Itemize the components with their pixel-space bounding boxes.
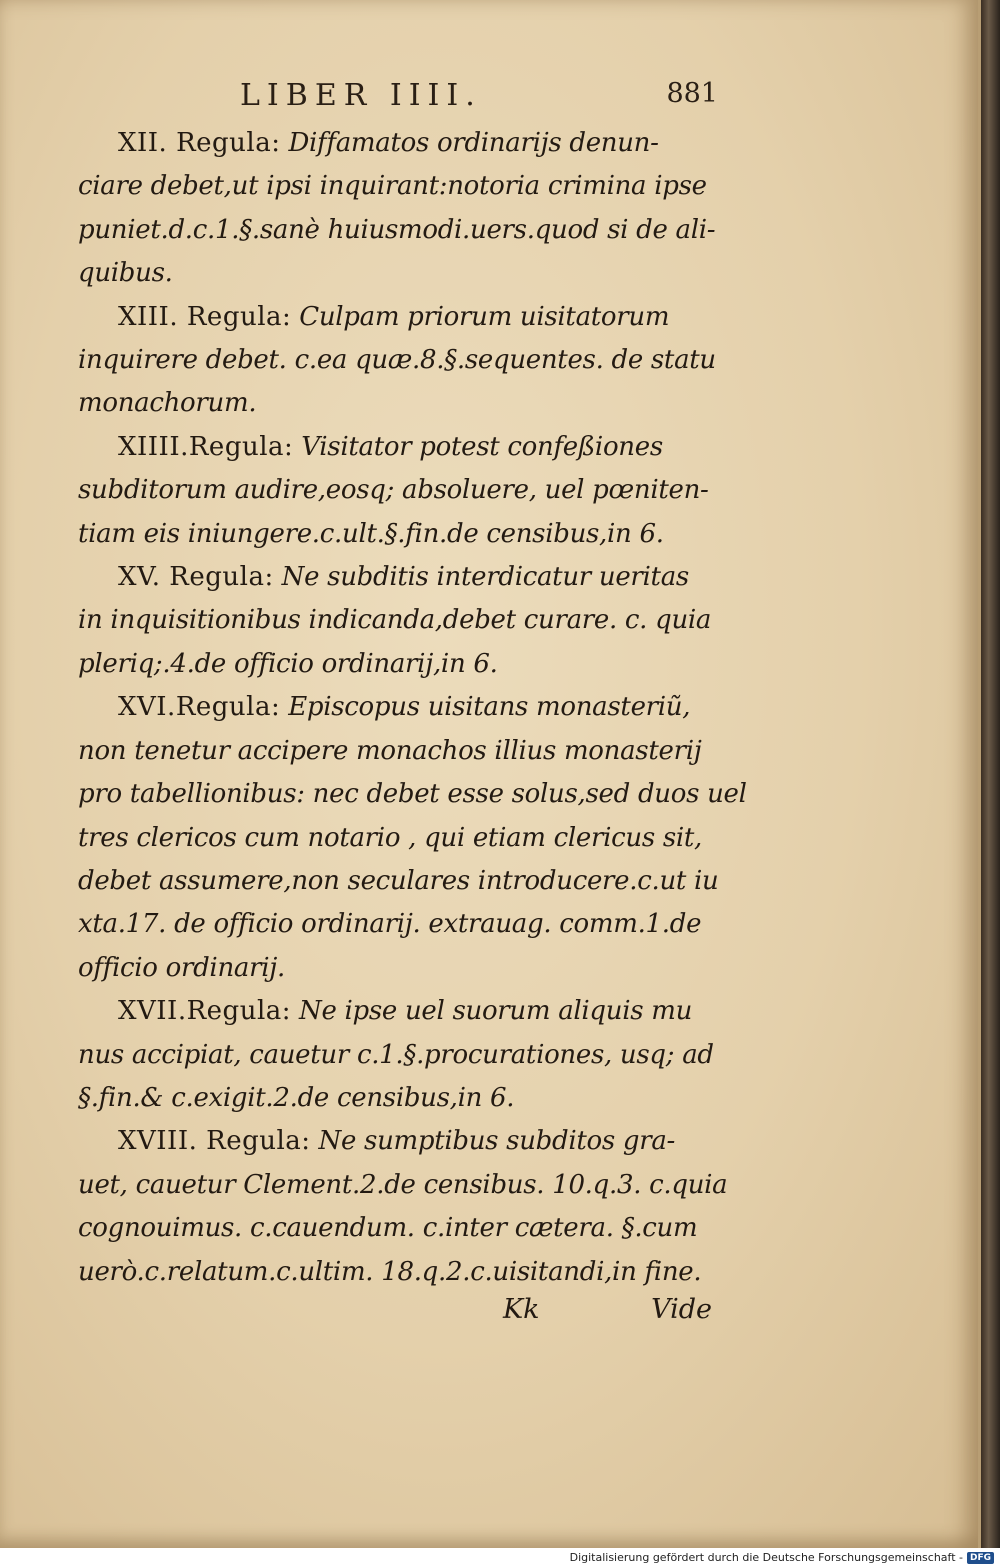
text-line bbox=[78, 1077, 718, 1120]
rule-label: XIIII.Regula: bbox=[118, 431, 294, 462]
line-text: officio ordinarij. bbox=[78, 952, 285, 983]
page-footer bbox=[78, 1294, 718, 1338]
line-text: Culpam priorum uisitatorum bbox=[299, 301, 670, 332]
text-line bbox=[78, 817, 718, 860]
line-text: non tenetur accipere monachos illius monasterij bbox=[78, 735, 702, 766]
text-line bbox=[78, 1164, 728, 1207]
text-line bbox=[78, 426, 718, 469]
catchword: Vide bbox=[651, 1293, 712, 1325]
line-text: Visitator potest confeßiones bbox=[301, 431, 663, 462]
folio-number: 881 bbox=[666, 78, 718, 109]
line-text: puniet.d.c.1.§.sanè huiusmodi.uers.quod si de ali- bbox=[78, 214, 716, 245]
line-text: pro tabellionibus: nec debet esse solus,sed duos uel bbox=[78, 779, 747, 810]
line-text: uerò.c.relatum.c.ultim. 18.q.2.c.uisitandi,in fine. bbox=[78, 1256, 702, 1287]
text-line bbox=[78, 1034, 718, 1077]
text-line bbox=[78, 643, 718, 686]
line-text: Ne subditis interdicatur ueritas bbox=[281, 562, 689, 593]
text-line bbox=[78, 1251, 718, 1294]
line-text: inquirere debet. c.ea quæ.8.§.sequentes. de statu bbox=[78, 345, 716, 376]
credit-text: Digitalisierung gefördert durch die Deutsche Forschungsgemeinschaft - bbox=[569, 1551, 963, 1564]
text-line bbox=[78, 122, 718, 165]
line-text: debet assumere,non seculares introducere.c.ut iu bbox=[78, 865, 719, 896]
text-line bbox=[78, 513, 718, 556]
rule-paragraph bbox=[78, 686, 747, 990]
digitization-credit bbox=[570, 1551, 994, 1564]
line-text: quibus. bbox=[78, 258, 173, 289]
text-line bbox=[78, 860, 718, 903]
line-text: nus accipiat, cauetur c.1.§.procurationes, usq; ad bbox=[78, 1039, 714, 1070]
dfg-logo: DFG bbox=[967, 1552, 994, 1564]
rule-paragraph bbox=[78, 1120, 728, 1294]
text-line bbox=[78, 1120, 718, 1163]
page-text bbox=[78, 78, 747, 1338]
running-title: LIBER IIII. bbox=[240, 78, 482, 113]
text-line bbox=[78, 165, 718, 208]
line-text: Episcopus uisitans monasteriũ, bbox=[288, 692, 691, 723]
text-line bbox=[78, 469, 718, 512]
text-line bbox=[78, 296, 718, 339]
rule-paragraph bbox=[78, 122, 718, 296]
line-text: ciare debet,ut ipsi inquirant:notoria crimina ipse bbox=[78, 171, 707, 202]
line-text: tiam eis iniungere.c.ult.§.fin.de censibus,in 6. bbox=[78, 518, 664, 549]
rule-paragraph bbox=[78, 296, 718, 426]
text-line bbox=[78, 990, 718, 1033]
rule-label: XV. Regula: bbox=[118, 562, 274, 593]
text-line bbox=[78, 599, 718, 642]
line-text: Diffamatos ordinarijs denun- bbox=[288, 128, 659, 158]
line-text: xta.17. de officio ordinarij. extrauag. comm.1.de bbox=[78, 909, 702, 940]
line-text: pleriq;.4.de officio ordinarij,in 6. bbox=[78, 648, 498, 679]
text-line bbox=[78, 556, 718, 599]
text-line bbox=[78, 686, 718, 729]
rule-label: XII. Regula: bbox=[118, 128, 281, 158]
text-line bbox=[78, 903, 718, 946]
text-line bbox=[78, 209, 718, 252]
running-head bbox=[78, 78, 718, 122]
rule-label: XVIII. Regula: bbox=[118, 1126, 311, 1157]
rule-paragraph bbox=[78, 990, 718, 1120]
text-line bbox=[78, 947, 718, 990]
text-line bbox=[78, 339, 718, 382]
line-text: tres clericos cum notario , qui etiam clericus sit, bbox=[78, 822, 702, 853]
signature-mark: Kk bbox=[503, 1293, 540, 1325]
text-line bbox=[78, 1207, 718, 1250]
line-text: Ne sumptibus subditos gra- bbox=[318, 1126, 676, 1157]
rule-paragraph bbox=[78, 556, 718, 686]
text-line bbox=[78, 773, 747, 816]
text-line bbox=[78, 382, 718, 425]
book-spine-edge bbox=[981, 0, 1000, 1548]
rule-label: XVII.Regula: bbox=[118, 996, 292, 1027]
rule-label: XVI.Regula: bbox=[118, 692, 281, 723]
line-text: uet, cauetur Clement.2.de censibus. 10.q.3. c.quia bbox=[78, 1169, 728, 1200]
line-text: monachorum. bbox=[78, 388, 257, 419]
text-line bbox=[78, 252, 718, 295]
text-line bbox=[78, 730, 718, 773]
line-text: cognouimus. c.cauendum. c.inter cætera. §.cum bbox=[78, 1213, 698, 1244]
rules-list bbox=[78, 122, 747, 1294]
line-text: in inquisitionibus indicanda,debet curare. c. quia bbox=[78, 605, 712, 636]
line-text: Ne ipse uel suorum aliquis mu bbox=[299, 996, 693, 1027]
rule-label: XIII. Regula: bbox=[118, 301, 292, 332]
line-text: subditorum audire,eosq; absoluere, uel pœniten- bbox=[78, 475, 709, 506]
rule-paragraph bbox=[78, 426, 718, 556]
line-text: §.fin.& c.exigit.2.de censibus,in 6. bbox=[78, 1082, 515, 1113]
